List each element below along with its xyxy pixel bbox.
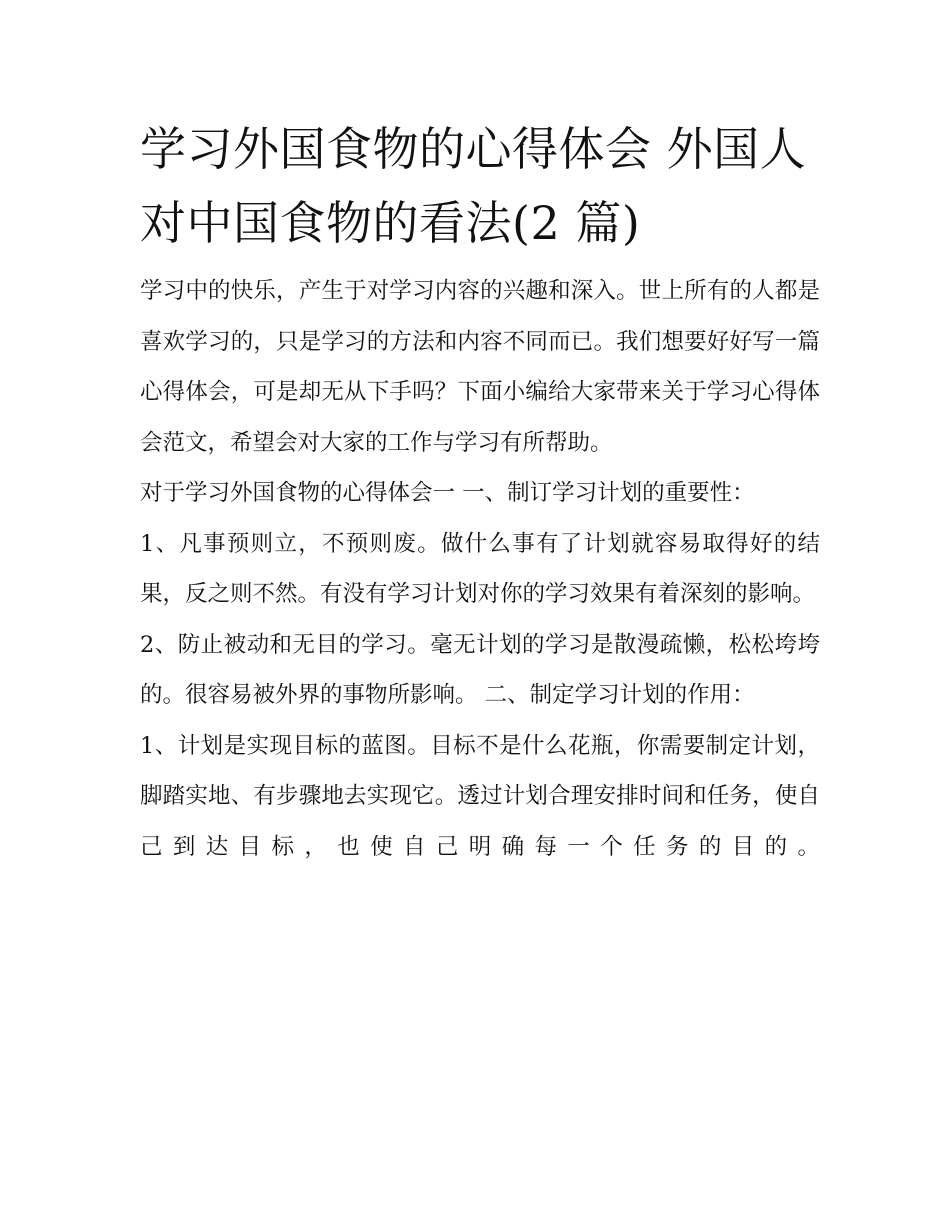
document-title: 学习外国食物的心得体会 外国人对中国食物的看法(2 篇) xyxy=(140,122,807,250)
section-heading-paragraph: 对于学习外国食物的心得体会一 一、制订学习计划的重要性： xyxy=(140,480,755,506)
point-2-paragraph: 2、防止被动和无目的学习。毫无计划的学习是散漫疏懒，松松垮垮的。很容易被外界的事物所影响。 二、制定学习计划的作用： xyxy=(140,631,820,708)
plan-point-1-paragraph: 1、计划是实现目标的蓝图。目标不是什么花瓶，你需要制定计划，脚踏实地、有步骤地去实现它。透过计划合理安排时间和任务，使自己到达目标，也使自己明确每一个任务的目的。 xyxy=(140,732,820,860)
intro-paragraph: 学习中的快乐，产生于对学习内容的兴趣和深入。世上所有的人都是喜欢学习的，只是学习的方法和内容不同而已。我们想要好好写一篇心得体会，可是却无从下手吗？下面小编给大家带来关于学习心得体会范文，希望会对大家的工作与学习有所帮助。 xyxy=(140,278,820,456)
document-page xyxy=(140,112,820,872)
point-1-paragraph: 1、凡事预则立，不预则废。做什么事有了计划就容易取得好的结果，反之则不然。有没有学习计划对你的学习效果有着深刻的影响。 xyxy=(140,530,820,607)
